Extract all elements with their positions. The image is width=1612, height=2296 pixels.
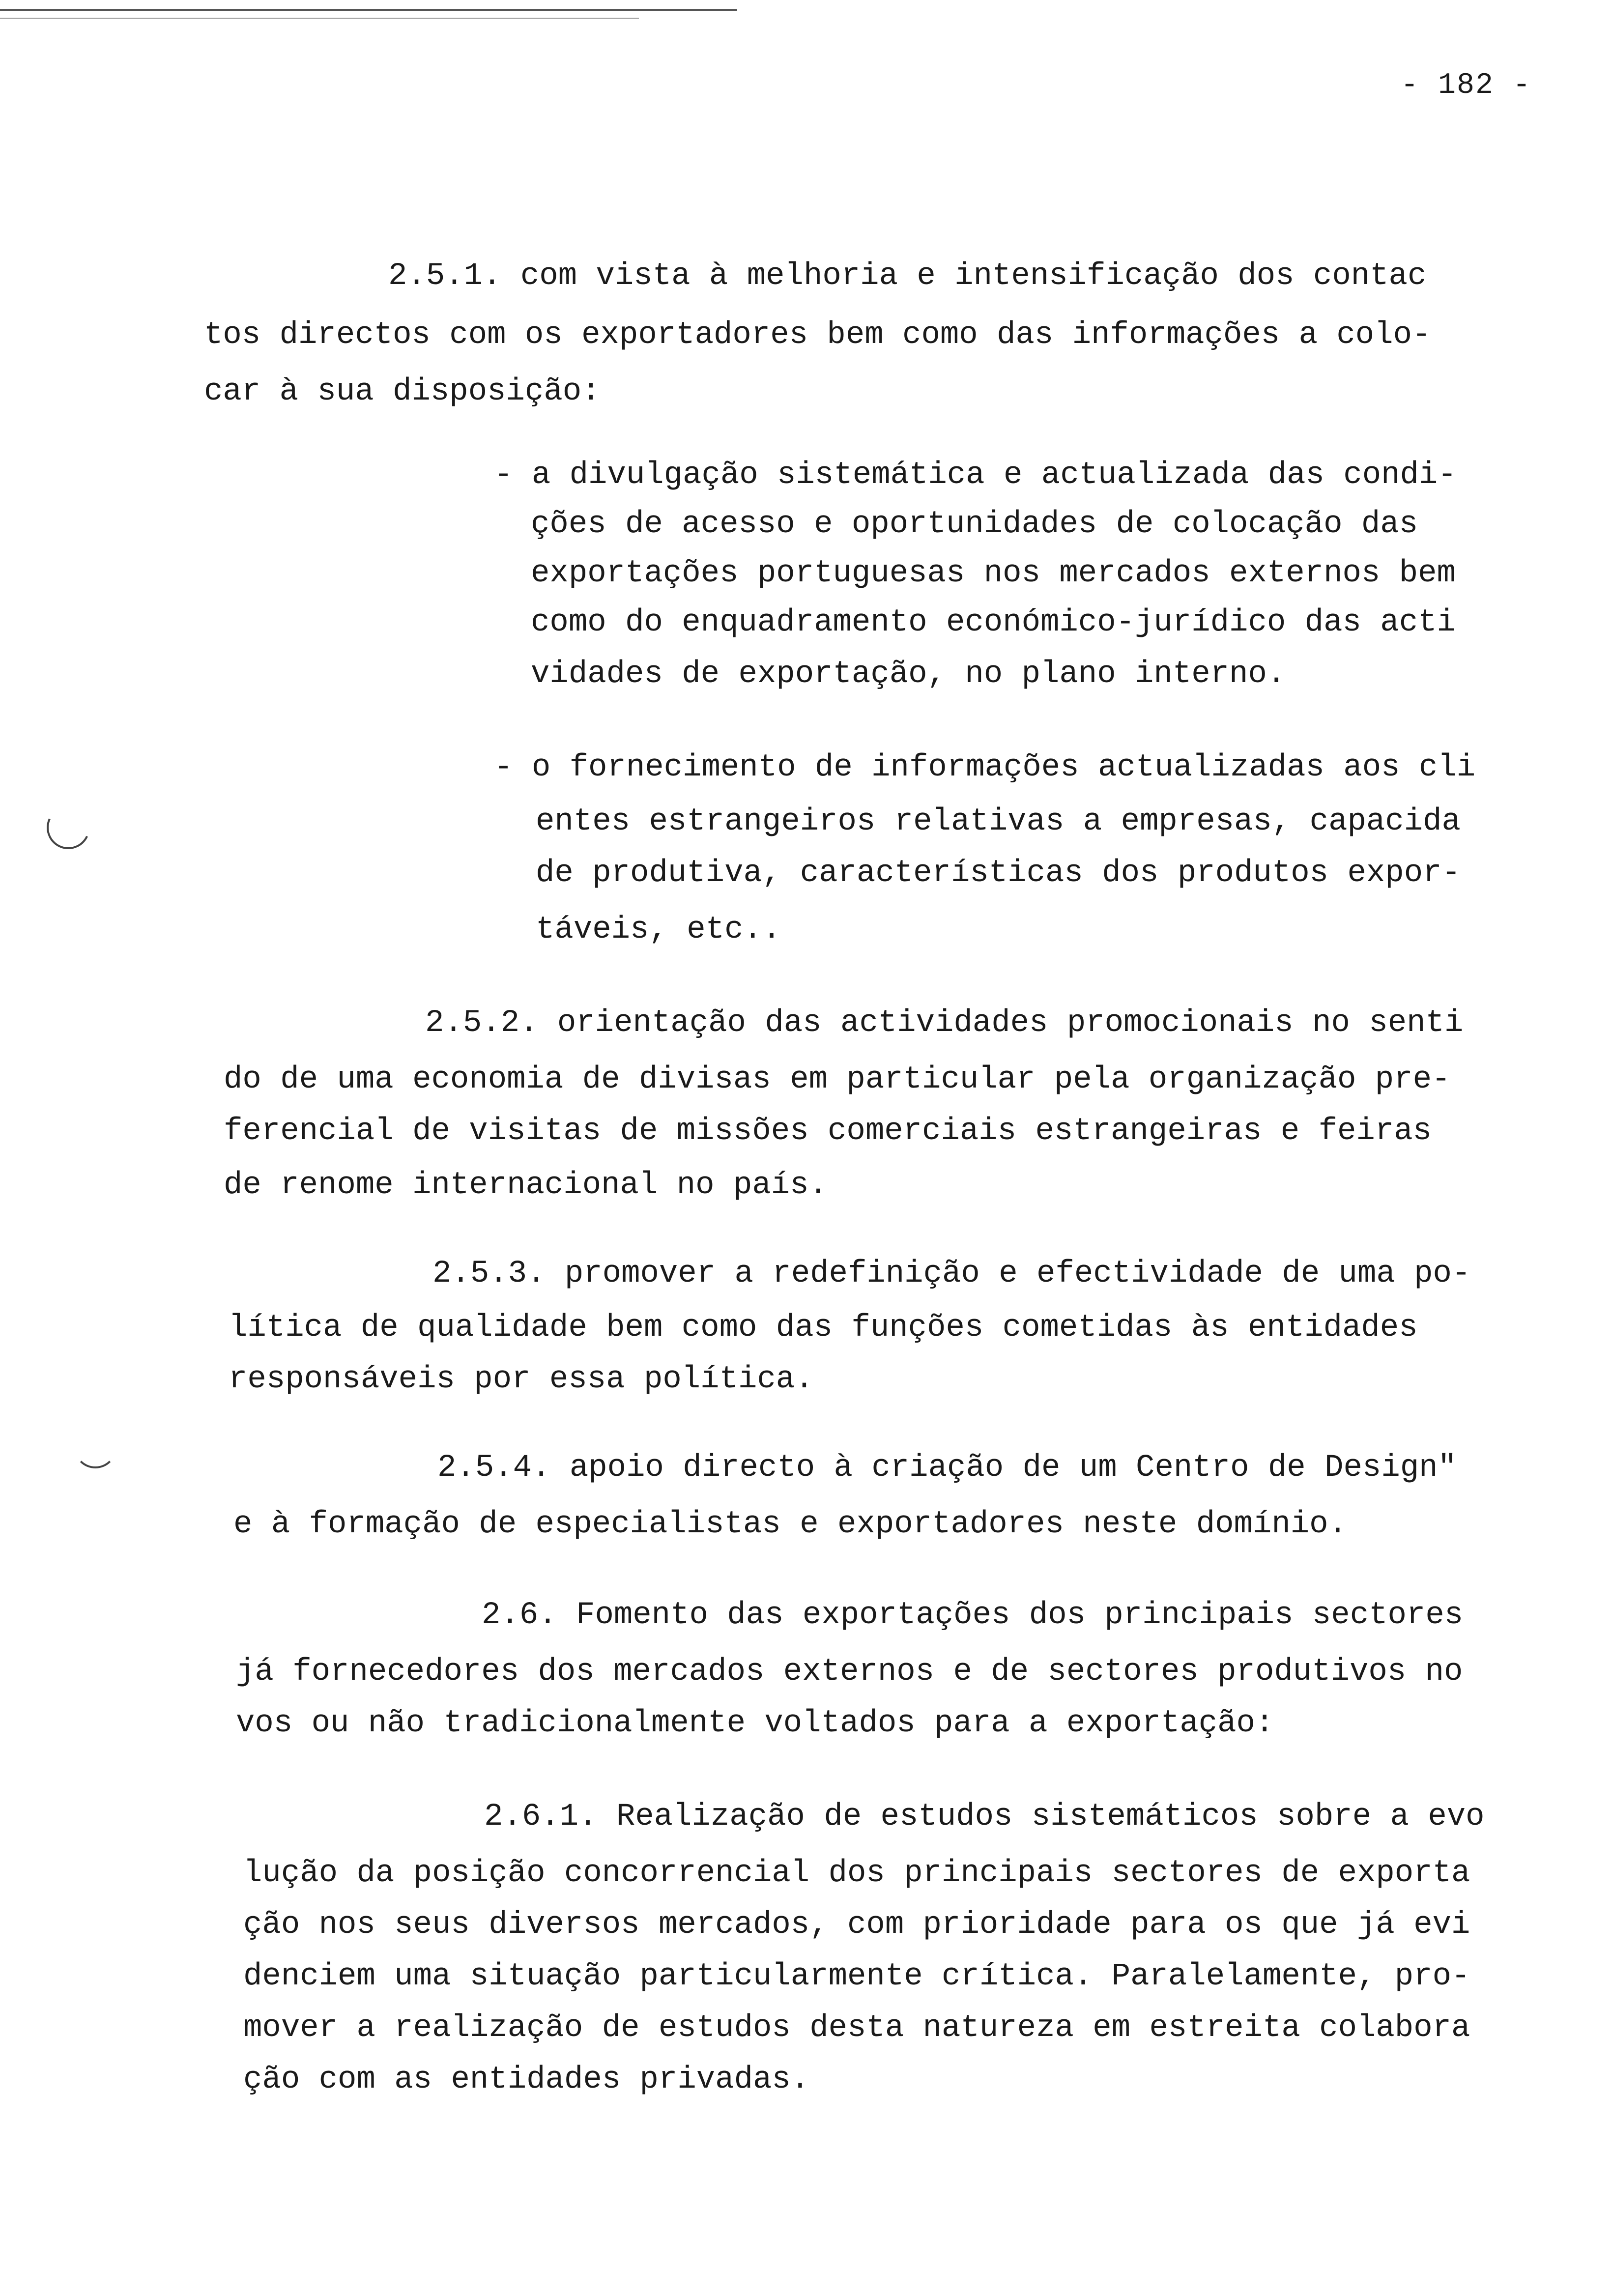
page-number: - 182 - [1401, 69, 1532, 102]
top-edge-rule-faint [0, 18, 639, 19]
text-line: 2.5.4. apoio directo à criação de um Centro de Design" [437, 1450, 1457, 1486]
text-line: do de uma economia de divisas em particular pela organização pre- [224, 1062, 1451, 1097]
text-line: ção com as entidades privadas. [243, 2062, 810, 2097]
text-line: mover a realização de estudos desta natureza em estreita colabora [243, 2010, 1470, 2046]
text-line: vos ou não tradicionalmente voltados para a exportação: [236, 1706, 1274, 1741]
text-line: 2.5.1. com vista à melhoria e intensificação dos contac [388, 258, 1427, 294]
text-line: lítica de qualidade bem como das funções cometidas às entidades [229, 1310, 1418, 1346]
text-line: 2.5.3. promover a redefinição e efectividade de uma po- [432, 1256, 1471, 1292]
text-line: como do enquadramento económico-jurídico das acti [531, 605, 1456, 640]
text-line: ferencial de visitas de missões comerciais estrangeiras e feiras [224, 1114, 1432, 1149]
text-line: - o fornecimento de informações actualizadas aos cli [494, 750, 1476, 785]
text-line: responsáveis por essa política. [229, 1362, 814, 1397]
text-line: 2.6. Fomento das exportações dos principais sectores [482, 1598, 1464, 1633]
punch-hole-mark [74, 1425, 117, 1468]
punch-hole-mark [41, 800, 96, 856]
text-line: vidades de exportação, no plano interno. [531, 657, 1286, 692]
top-edge-rule [0, 9, 737, 11]
text-line: tos directos com os exportadores bem como das informações a colo- [204, 317, 1431, 353]
text-line: ções de acesso e oportunidades de colocação das [531, 507, 1418, 542]
text-line: - a divulgação sistemática e actualizada das condi- [494, 458, 1457, 493]
text-line: 2.5.2. orientação das actividades promocionais no senti [425, 1005, 1464, 1041]
text-line: já fornecedores dos mercados externos e de sectores produtivos no [236, 1654, 1463, 1690]
text-line: de produtiva, características dos produtos expor- [536, 856, 1461, 891]
text-line: lução da posição concorrencial dos principais sectores de exporta [243, 1856, 1470, 1891]
text-line: entes estrangeiros relativas a empresas, capacida [536, 804, 1461, 839]
text-line: 2.6.1. Realização de estudos sistemáticos sobre a evo [484, 1799, 1485, 1835]
text-line: ção nos seus diversos mercados, com prioridade para os que já evi [243, 1907, 1470, 1943]
text-line: táveis, etc.. [536, 912, 781, 947]
text-line: car à sua disposição: [204, 374, 601, 409]
text-line: e à formação de especialistas e exportadores neste domínio. [233, 1507, 1347, 1542]
text-line: de renome internacional no país. [224, 1168, 828, 1203]
text-line: exportações portuguesas nos mercados externos bem [531, 556, 1456, 591]
text-line: denciem uma situação particularmente crítica. Paralelamente, pro- [243, 1959, 1470, 1994]
